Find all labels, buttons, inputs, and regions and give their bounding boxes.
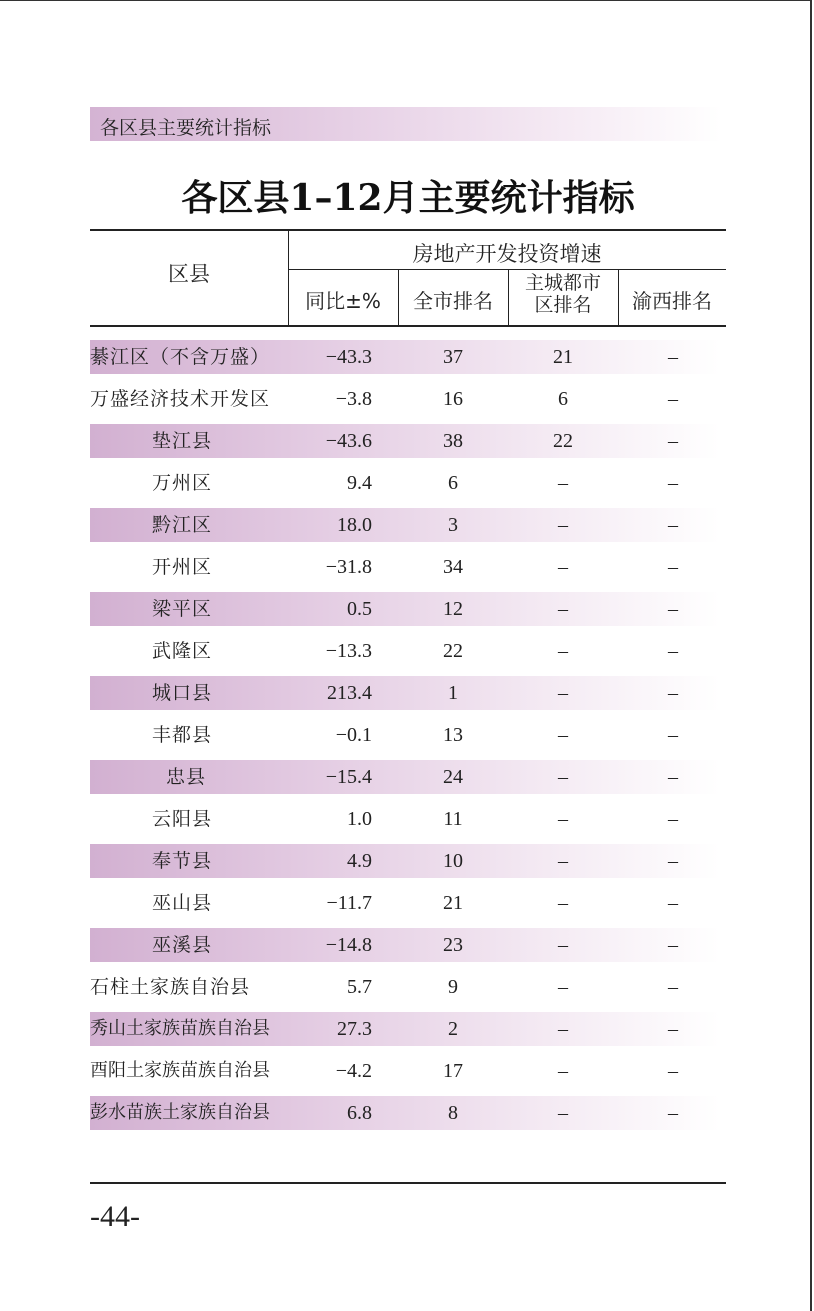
cell-yuxi-rank: – [668, 808, 678, 830]
table-row [90, 674, 726, 716]
table-row [90, 884, 726, 926]
cell-yuxi-rank: – [668, 850, 678, 872]
table-row [90, 926, 726, 968]
cell-yuxi-rank: – [668, 640, 678, 662]
cell-main-rank: – [558, 892, 568, 914]
cell-yuxi-rank: – [668, 598, 678, 620]
header-city-rank: 全市排名 [413, 289, 493, 313]
table-row [90, 968, 726, 1010]
header-investment-growth: 房地产开发投资增速 [412, 242, 602, 266]
cell-yuxi-rank: – [668, 1018, 678, 1040]
cell-main-rank: – [558, 640, 568, 662]
page-number: -44- [90, 1200, 140, 1233]
cell-yoy: 27.3 [337, 1018, 372, 1040]
cell-region: 酉阳土家族苗族自治县 [90, 1060, 270, 1081]
table-row [90, 422, 726, 464]
cell-main-rank: – [558, 766, 568, 788]
cell-region: 忠县 [166, 766, 207, 788]
cell-city-rank: 12 [443, 598, 463, 620]
cell-yuxi-rank: – [668, 472, 678, 494]
cell-yoy: −4.2 [335, 1060, 372, 1082]
cell-main-rank: – [558, 514, 568, 536]
page-frame-right [810, 0, 812, 1311]
cell-city-rank: 37 [443, 346, 463, 368]
table-row [90, 1094, 726, 1136]
cell-yoy: −0.1 [335, 724, 372, 746]
table-row [90, 338, 726, 380]
cell-yoy: 4.9 [347, 850, 372, 872]
cell-city-rank: 3 [448, 514, 458, 536]
cell-main-rank: 22 [553, 430, 573, 452]
cell-region: 秀山土家族苗族自治县 [90, 1018, 270, 1039]
page-frame-top [0, 0, 810, 1]
cell-yoy: 213.4 [327, 682, 372, 704]
table-row [90, 380, 726, 422]
cell-city-rank: 23 [443, 934, 463, 956]
cell-yoy: 18.0 [337, 514, 372, 536]
cell-region: 石柱土家族自治县 [90, 976, 251, 998]
cell-main-rank: – [558, 850, 568, 872]
table-row [90, 464, 726, 506]
cell-yoy: −13.3 [325, 640, 372, 662]
cell-city-rank: 16 [443, 388, 463, 410]
cell-main-rank: – [558, 598, 568, 620]
table-row [90, 758, 726, 800]
cell-main-rank: – [558, 472, 568, 494]
cell-city-rank: 22 [443, 640, 463, 662]
cell-yuxi-rank: – [668, 976, 678, 998]
cell-city-rank: 13 [443, 724, 463, 746]
cell-region: 云阳县 [152, 808, 213, 830]
cell-yuxi-rank: – [668, 766, 678, 788]
cell-main-rank: – [558, 934, 568, 956]
cell-yoy: −11.7 [326, 892, 372, 914]
cell-yuxi-rank: – [668, 934, 678, 956]
table-row [90, 632, 726, 674]
cell-yuxi-rank: – [668, 388, 678, 410]
cell-region: 巫山县 [152, 892, 213, 914]
table-row [90, 1052, 726, 1094]
cell-yoy: 6.8 [347, 1102, 372, 1124]
cell-yoy: −14.8 [325, 934, 372, 956]
section-label: 各区县主要统计指标 [100, 117, 272, 139]
cell-city-rank: 17 [443, 1060, 463, 1082]
cell-city-rank: 8 [448, 1102, 458, 1124]
cell-yuxi-rank: – [668, 892, 678, 914]
cell-region: 丰都县 [152, 724, 213, 746]
header-main-city-rank [508, 272, 618, 316]
cell-main-rank: – [558, 724, 568, 746]
cell-region: 城口县 [152, 682, 213, 704]
footer-rule [90, 1182, 726, 1184]
table-body [90, 338, 726, 1136]
cell-city-rank: 6 [448, 472, 458, 494]
cell-city-rank: 38 [443, 430, 463, 452]
cell-yoy: 1.0 [347, 808, 372, 830]
cell-yuxi-rank: – [668, 1060, 678, 1082]
cell-main-rank: – [558, 556, 568, 578]
header-main-city-rank-line1: 主城都市 [524, 272, 601, 294]
table-header-mid-rule [288, 269, 726, 270]
cell-city-rank: 1 [448, 682, 458, 704]
table-row [90, 800, 726, 842]
cell-main-rank: – [558, 976, 568, 998]
header-yuxi-rank: 渝西排名 [632, 289, 712, 313]
table-header-bottom-rule [90, 325, 726, 327]
cell-main-rank: – [558, 808, 568, 830]
cell-yuxi-rank: – [668, 346, 678, 368]
cell-city-rank: 34 [443, 556, 463, 578]
header-main-city-rank-line2: 区排名 [534, 294, 592, 316]
section-banner [90, 107, 722, 141]
cell-region: 奉节县 [152, 850, 213, 872]
cell-yoy: −43.3 [325, 346, 372, 368]
cell-region: 梁平区 [152, 598, 213, 620]
cell-city-rank: 2 [448, 1018, 458, 1040]
cell-region: 万盛经济技术开发区 [90, 388, 271, 410]
cell-yoy: −31.8 [325, 556, 372, 578]
cell-main-rank: – [558, 682, 568, 704]
cell-region: 綦江区（不含万盛） [90, 346, 271, 368]
cell-yoy: 9.4 [347, 472, 372, 494]
table-top-rule [90, 229, 726, 231]
cell-yoy: −3.8 [335, 388, 372, 410]
cell-main-rank: – [558, 1102, 568, 1124]
cell-yoy: −15.4 [325, 766, 372, 788]
cell-region: 垫江县 [152, 430, 213, 452]
cell-region: 武隆区 [152, 640, 213, 662]
cell-city-rank: 24 [443, 766, 463, 788]
cell-city-rank: 9 [448, 976, 458, 998]
header-yoy: 同比±% [305, 289, 381, 313]
cell-region: 巫溪县 [152, 934, 213, 956]
cell-yuxi-rank: – [668, 556, 678, 578]
cell-yoy: 5.7 [347, 976, 372, 998]
cell-region: 黔江区 [152, 514, 213, 536]
cell-region: 开州区 [152, 556, 213, 578]
cell-region: 彭水苗族土家族自治县 [90, 1102, 270, 1123]
cell-city-rank: 10 [443, 850, 463, 872]
cell-yoy: 0.5 [347, 598, 372, 620]
table-row [90, 506, 726, 548]
cell-city-rank: 21 [443, 892, 463, 914]
cell-yoy: −43.6 [325, 430, 372, 452]
cell-main-rank: – [558, 1060, 568, 1082]
table-row [90, 716, 726, 758]
table-row [90, 1010, 726, 1052]
cell-city-rank: 11 [443, 808, 463, 830]
cell-yuxi-rank: – [668, 1102, 678, 1124]
table-row [90, 590, 726, 632]
table-row [90, 548, 726, 590]
cell-yuxi-rank: – [668, 724, 678, 746]
cell-yuxi-rank: – [668, 430, 678, 452]
cell-yuxi-rank: – [668, 514, 678, 536]
cell-yuxi-rank: – [668, 682, 678, 704]
page-title: 各区县1–12月主要统计指标 [181, 177, 635, 219]
header-region: 区县 [168, 262, 210, 286]
table-row [90, 842, 726, 884]
cell-main-rank: – [558, 1018, 568, 1040]
cell-main-rank: 21 [553, 346, 573, 368]
cell-main-rank: 6 [558, 388, 568, 410]
cell-region: 万州区 [152, 472, 213, 494]
